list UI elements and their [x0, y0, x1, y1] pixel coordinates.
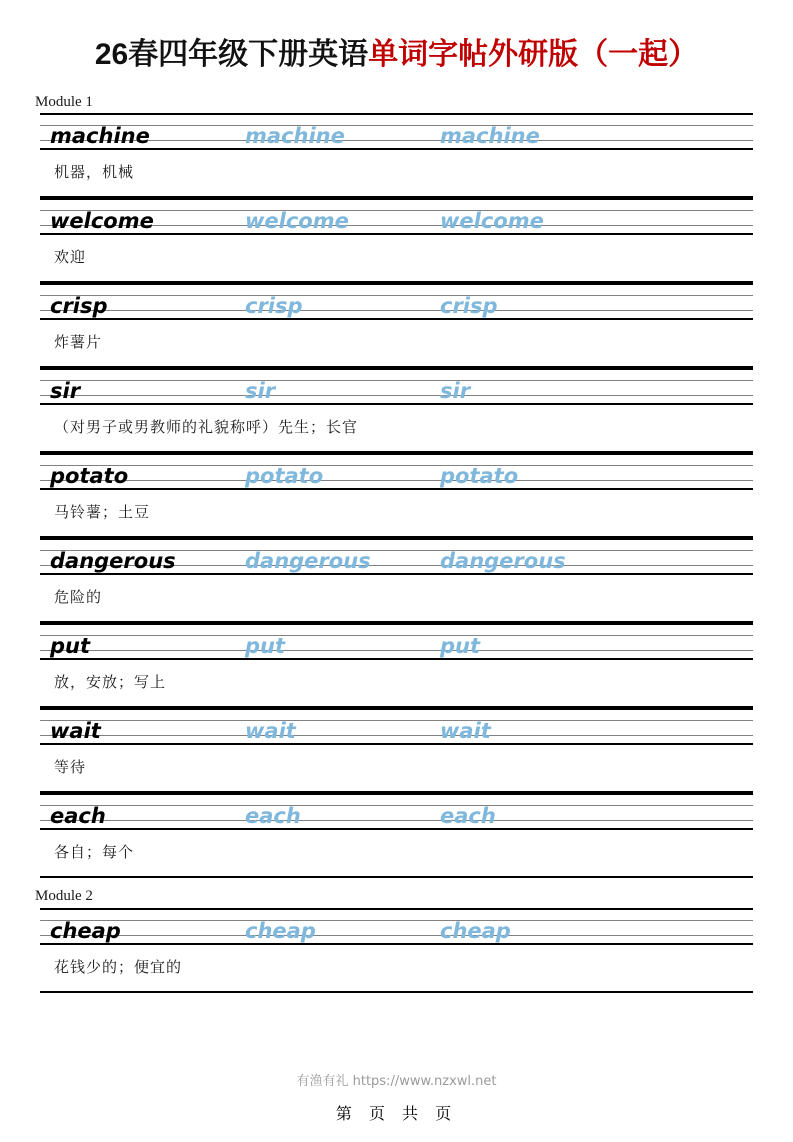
handwriting-ruled-strip[interactable]	[40, 453, 753, 490]
word-trace-1: put	[245, 634, 286, 659]
watermark-text: 有渔有礼 https://www.nzxwl.net	[296, 1074, 497, 1090]
word-trace-1: potato	[245, 464, 324, 489]
word-row	[40, 285, 753, 318]
meaning-strip[interactable]	[40, 150, 753, 198]
worksheet-page	[0, 20, 793, 1142]
word-meaning: 等待	[54, 758, 87, 777]
word-model: welcome	[50, 209, 154, 234]
handwriting-ruled-strip[interactable]	[40, 908, 753, 945]
word-row	[40, 455, 753, 488]
word-row	[40, 710, 753, 743]
word-trace-2: machine	[440, 124, 540, 149]
word-model: crisp	[50, 294, 108, 319]
handwriting-ruled-strip[interactable]	[40, 793, 753, 830]
page-title-black: 26春四年级下册英语	[94, 38, 369, 72]
word-trace-2: dangerous	[440, 549, 566, 574]
word-model: sir	[50, 379, 81, 404]
word-row	[40, 910, 753, 943]
word-row	[40, 370, 753, 403]
word-row	[40, 115, 753, 148]
word-model: machine	[50, 124, 150, 149]
word-row	[40, 625, 753, 658]
handwriting-ruled-strip[interactable]	[40, 198, 753, 235]
page-number-text: 第 页 共 页	[335, 1104, 458, 1124]
word-entry	[40, 793, 753, 878]
word-trace-1: welcome	[245, 209, 349, 234]
handwriting-ruled-strip[interactable]	[40, 113, 753, 150]
word-meaning: 花钱少的；便宜的	[54, 958, 183, 977]
meaning-strip[interactable]	[40, 830, 753, 878]
meaning-strip[interactable]	[40, 660, 753, 708]
word-trace-1: each	[245, 804, 301, 829]
meaning-strip[interactable]	[40, 575, 753, 623]
word-trace-1: crisp	[245, 294, 303, 319]
word-trace-2: each	[440, 804, 496, 829]
word-model: put	[50, 634, 91, 659]
word-trace-1: cheap	[245, 919, 316, 944]
handwriting-ruled-strip[interactable]	[40, 623, 753, 660]
module-label: Module 1	[35, 93, 93, 110]
word-trace-1: dangerous	[245, 549, 371, 574]
meaning-strip[interactable]	[40, 405, 753, 453]
word-meaning: 各自；每个	[54, 843, 135, 862]
word-model: wait	[50, 719, 101, 744]
word-meaning: 炸薯片	[54, 333, 103, 352]
word-entry	[40, 708, 753, 793]
word-entry	[40, 198, 753, 283]
word-model: dangerous	[50, 549, 176, 574]
meaning-strip[interactable]	[40, 945, 753, 993]
word-entry	[40, 908, 753, 993]
word-meaning: 放，安放；写上	[54, 673, 167, 692]
handwriting-ruled-strip[interactable]	[40, 538, 753, 575]
word-entry	[40, 113, 753, 198]
meaning-strip[interactable]	[40, 320, 753, 368]
word-trace-1: machine	[245, 124, 345, 149]
word-meaning: （对男子或男教师的礼貌称呼）先生；长官	[54, 418, 359, 437]
word-trace-1: wait	[245, 719, 296, 744]
word-trace-2: crisp	[440, 294, 498, 319]
word-entry	[40, 453, 753, 538]
word-entry	[40, 283, 753, 368]
handwriting-ruled-strip[interactable]	[40, 368, 753, 405]
word-meaning: 机器，机械	[54, 163, 135, 182]
page-title	[0, 20, 793, 73]
word-trace-2: cheap	[440, 919, 511, 944]
word-model: potato	[50, 464, 129, 489]
word-trace-2: put	[440, 634, 481, 659]
word-trace-2: wait	[440, 719, 491, 744]
word-meaning: 马铃薯；土豆	[54, 503, 151, 522]
meaning-strip[interactable]	[40, 745, 753, 793]
meaning-strip[interactable]	[40, 235, 753, 283]
word-row	[40, 540, 753, 573]
word-trace-2: welcome	[440, 209, 544, 234]
word-trace-2: potato	[440, 464, 519, 489]
word-row	[40, 795, 753, 828]
word-entry	[40, 368, 753, 453]
word-meaning: 危险的	[54, 588, 103, 607]
word-trace-2: sir	[440, 379, 471, 404]
handwriting-ruled-strip[interactable]	[40, 708, 753, 745]
worksheet-body	[0, 93, 793, 994]
page-title-red: 单词字帖外研版（一起）	[368, 38, 699, 72]
word-entry	[40, 623, 753, 708]
word-meaning: 欢迎	[54, 248, 87, 267]
handwriting-ruled-strip[interactable]	[40, 283, 753, 320]
word-model: cheap	[50, 919, 121, 944]
word-model: each	[50, 804, 106, 829]
word-trace-1: sir	[245, 379, 276, 404]
word-entry	[40, 538, 753, 623]
word-row	[40, 200, 753, 233]
meaning-strip[interactable]	[40, 490, 753, 538]
module-label: Module 2	[35, 888, 93, 905]
page-footer	[0, 1070, 793, 1124]
